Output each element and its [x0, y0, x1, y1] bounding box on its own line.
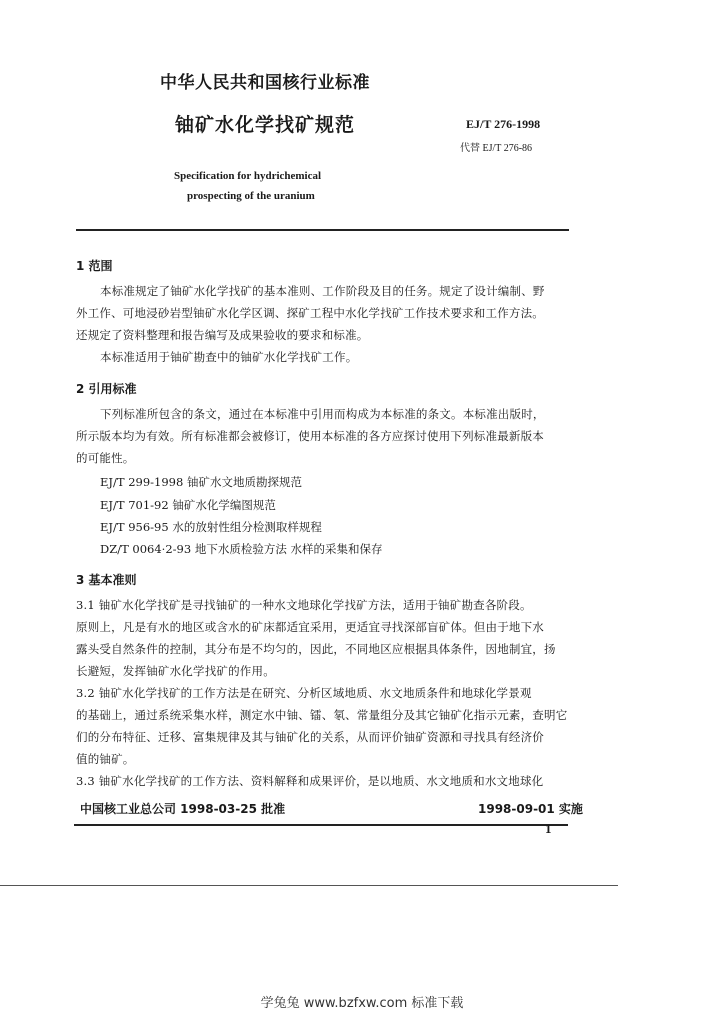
document-title: 铀矿水化学找矿规范 — [175, 114, 356, 136]
paragraph-line: 露头受自然条件的控制，其分布是不均匀的，因此，不同地区应根据具体条件，因地制宜，扬 — [76, 642, 556, 656]
header-divider — [76, 229, 569, 231]
paragraph-line: 本标准规定了铀矿水化学找矿的基本准则、工作阶段及目的任务。规定了设计编制、野 — [100, 284, 545, 298]
paragraph-line: 值的铀矿。 — [76, 752, 135, 766]
paragraph-line: 外工作、可地浸砂岩型铀矿水化学区调、探矿工程中水化学找矿工作技术要求和工作方法。 — [76, 306, 544, 320]
reference-item: EJ/T 701-92 铀矿水化学编图规范 — [100, 498, 276, 512]
paragraph-line: 的可能性。 — [76, 451, 135, 465]
footer-divider — [74, 824, 568, 826]
paragraph-line: 还规定了资料整理和报告编写及成果验收的要求和标准。 — [76, 328, 369, 342]
paragraph-line: 的基础上，通过系统采集水样，测定水中铀、镭、氡、常量组分及其它铀矿化指示元素，查明它 — [76, 708, 568, 722]
reference-item: EJ/T 299-1998 铀矿水文地质勘探规范 — [100, 475, 302, 489]
paragraph-line: 们的分布特征、迁移、富集规律及其与铀矿化的关系，从而评价铀矿资源和寻找具有经济价 — [76, 730, 544, 744]
paragraph-line: 本标准适用于铀矿勘查中的铀矿水化学找矿工作。 — [100, 350, 358, 364]
replaces-standard: 代替 EJ/T 276-86 — [460, 143, 533, 154]
reference-item: DZ/T 0064·2-93 地下水质检验方法 水样的采集和保存 — [100, 542, 383, 556]
watermark-text: 学兔兔 www.bzfxw.com 标准下载 — [260, 996, 464, 1011]
section-heading-principles: 3 基本准则 — [76, 573, 137, 587]
issuer-title: 中华人民共和国核行业标准 — [160, 73, 370, 93]
paragraph-line: 原则上，凡是有水的地区或含水的矿床都适宜采用，更适宜寻找深部盲矿体。但由于地下水 — [76, 620, 544, 634]
page-edge-line — [0, 885, 618, 886]
paragraph-line: 所示版本均为有效。所有标准都会被修订，使用本标准的各方应探讨使用下列标准最新版本 — [76, 429, 544, 443]
paragraph-line: 3.1 铀矿水化学找矿是寻找铀矿的一种水文地球化学找矿方法，适用于铀矿勘查各阶段。 — [76, 598, 532, 612]
page-number: 1 — [545, 821, 552, 836]
section-heading-scope: 1 范围 — [76, 259, 113, 273]
standard-number: EJ/T 276-1998 — [466, 117, 541, 131]
approval-date: 中国核工业总公司 1998-03-25 批准 — [80, 802, 286, 816]
section-heading-references: 2 引用标准 — [76, 382, 137, 396]
reference-item: EJ/T 956-95 水的放射性组分检测取样规程 — [100, 520, 322, 534]
english-title-line-2: prospecting of the uranium — [187, 190, 315, 202]
paragraph-line: 3.2 铀矿水化学找矿的工作方法是在研究、分析区域地质、水文地质条件和地球化学景观 — [76, 686, 532, 700]
paragraph-line: 长避短，发挥铀矿水化学找矿的作用。 — [76, 664, 275, 678]
english-title-line-1: Specification for hydrichemical — [174, 170, 322, 182]
paragraph-line: 3.3 铀矿水化学找矿的工作方法、资料解释和成果评价，是以地质、水文地质和水文地球化 — [76, 774, 544, 788]
paragraph-line: 下列标准所包含的条文，通过在本标准中引用而构成为本标准的条文。本标准出版时， — [100, 407, 545, 421]
implementation-date: 1998-09-01 实施 — [478, 802, 583, 816]
